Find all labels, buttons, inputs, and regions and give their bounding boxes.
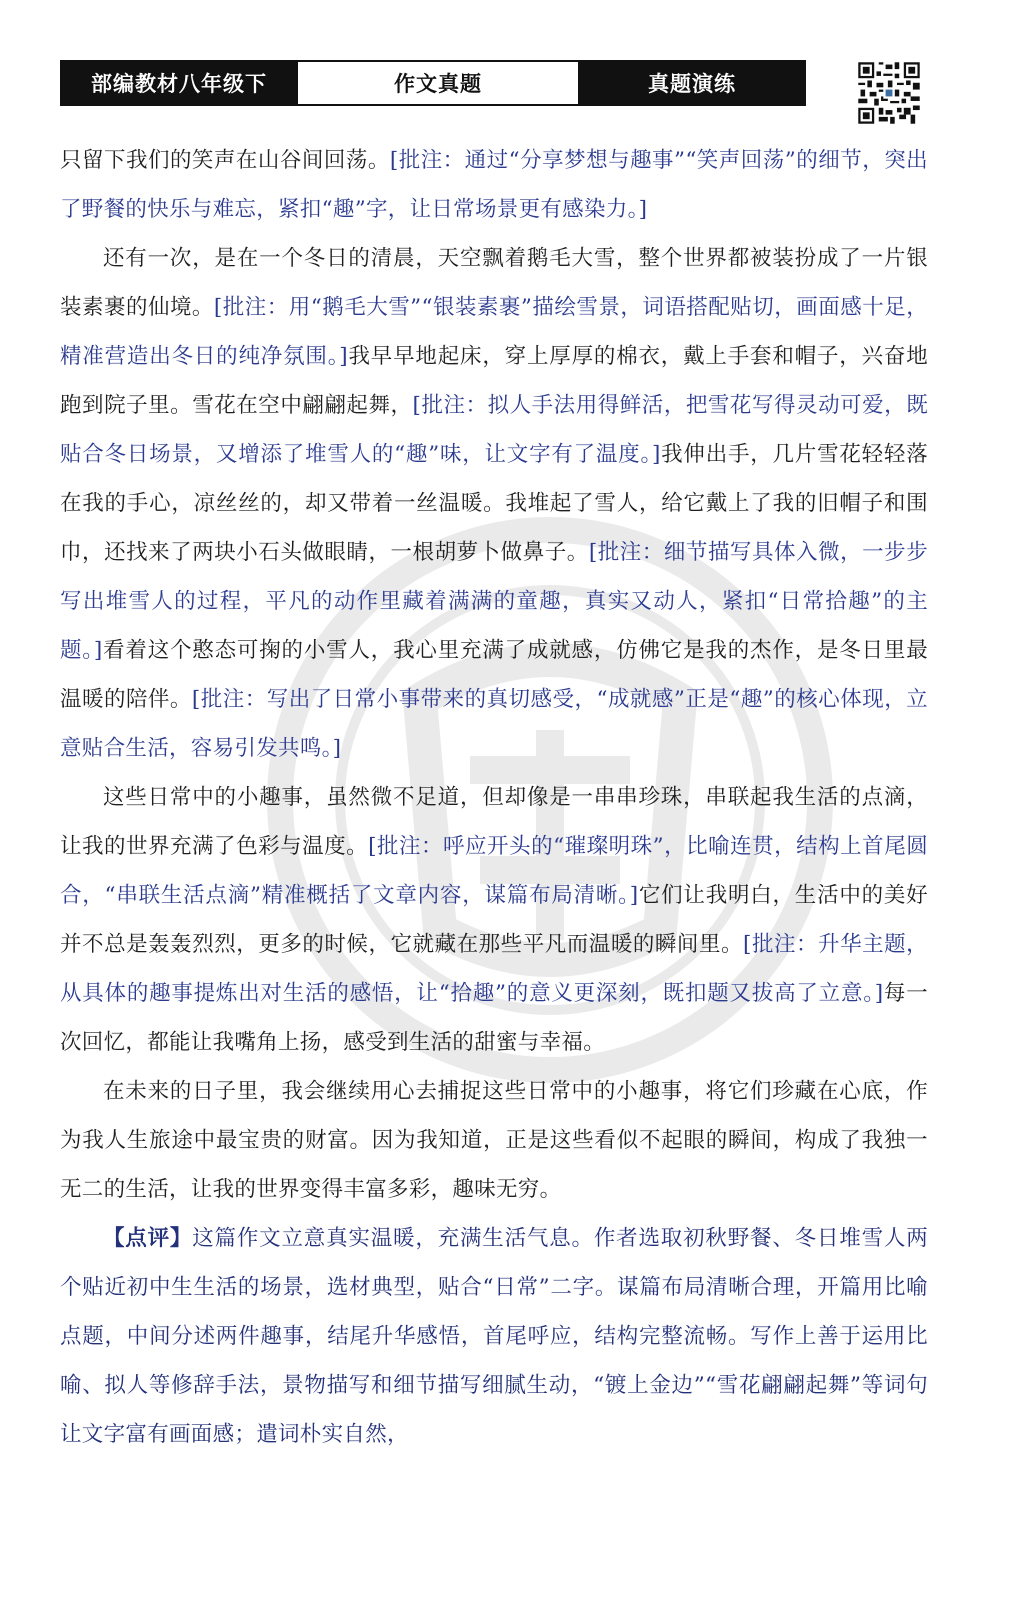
paragraph-4 bbox=[60, 1067, 928, 1214]
annotation: [批注：用“鹅毛大雪”“银装素裹”描绘雪景，词语搭配贴切，画面感十足，精准营造出冬日的纯净氛围。] bbox=[60, 295, 928, 369]
annotation: [批注：拟人手法用得鲜活，把雪花写得灵动可爱，既贴合冬日场景，又增添了堆雪人的“趣”味，让文字有了温度。] bbox=[60, 393, 928, 467]
annotation: [批注：通过“分享梦想与趣事”“笑声回荡”的细节，突出了野餐的快乐与难忘，紧扣“趣”字，让日常场景更有感染力。] bbox=[60, 148, 928, 222]
annotation: [批注：呼应开头的“璀璨明珠”，比喻连贯，结构上首尾圆合，“串联生活点滴”精准概括了文章内容，谋篇布局清晰。] bbox=[60, 834, 929, 908]
essay-text: 每一次回忆，都能让我嘴角上扬，感受到生活的甜蜜与幸福。 bbox=[60, 981, 928, 1055]
annotation: [批注：细节描写具体入微，一步步写出堆雪人的过程，平凡的动作里藏着满满的童趣，真实又动人，紧扣“日常拾趣”的主题。] bbox=[60, 540, 928, 663]
review-text: 这篇作文立意真实温暖，充满生活气息。作者选取初秋野餐、冬日堆雪人两个贴近初中生生活的场景，选材典型，贴合“日常”二字。谋篇布局清晰合理，开篇用比喻点题，中间分述两件趣事，结尾升华感悟，首尾呼应，结构完整流畅。写作上善于运用比喻、拟人等修辞手法，景物描写和细节描写细腻生动，“镀上金边”“雪花翩翩起舞”等词句让文字富有画面感；遣词朴实自然， bbox=[60, 1226, 929, 1447]
header-bar bbox=[60, 60, 806, 106]
annotation: [批注：写出了日常小事带来的真切感受，“成就感”正是“趣”的核心体现，立意贴合生活，容易引发共鸣。] bbox=[60, 687, 928, 761]
essay-content bbox=[60, 136, 928, 1459]
qr-code-icon bbox=[856, 60, 922, 126]
essay-text: 只留下我们的笑声在山谷间回荡。 bbox=[60, 148, 390, 173]
review-tag: 【点评】 bbox=[103, 1226, 193, 1251]
essay-text: 看着这个憨态可掬的小雪人，我心里充满了成就感，仿佛它是我的杰作，是冬日里最温暖的陪伴。 bbox=[60, 638, 928, 712]
paragraph-3 bbox=[60, 773, 928, 1067]
paragraph-2 bbox=[60, 234, 928, 773]
essay-text: 我伸出手，几片雪花轻轻落在我的手心，凉丝丝的，却又带着一丝温暖。我堆起了雪人，给它戴上了我的旧帽子和围巾，还找来了两块小石头做眼睛，一根胡萝卜做鼻子。 bbox=[60, 442, 928, 565]
essay-text: 这些日常中的小趣事，虽然微不足道，但却像是一串串珍珠，串联起我生活的点滴，让我的世界充满了色彩与温度。 bbox=[60, 785, 928, 859]
essay-text: 还有一次，是在一个冬日的清晨，天空飘着鹅毛大雪，整个世界都被装扮成了一片银装素裹的仙境。 bbox=[60, 246, 928, 320]
header-practice: 真题演练 bbox=[580, 62, 804, 104]
essay-text: 我早早地起床，穿上厚厚的棉衣，戴上手套和帽子，兴奋地跑到院子里。雪花在空中翩翩起舞， bbox=[60, 344, 929, 418]
header-grade: 部编教材八年级下 bbox=[62, 62, 296, 104]
header-section: 作文真题 bbox=[296, 62, 580, 104]
essay-text: 在未来的日子里，我会继续用心去捕捉这些日常中的小趣事，将它们珍藏在心底，作为我人生旅途中最宝贵的财富。因为我知道，正是这些看似不起眼的瞬间，构成了我独一无二的生活，让我的世界变得丰富多彩，趣味无穷。 bbox=[60, 1079, 928, 1202]
paragraph-1 bbox=[60, 136, 928, 234]
review-paragraph bbox=[60, 1214, 928, 1459]
annotation: [批注：升华主题，从具体的趣事提炼出对生活的感悟，让“拾趣”的意义更深刻，既扣题又拔高了立意。] bbox=[60, 932, 928, 1006]
essay-text: 它们让我明白，生活中的美好并不总是轰轰烈烈，更多的时候，它就藏在那些平凡而温暖的瞬间里。 bbox=[60, 883, 928, 957]
